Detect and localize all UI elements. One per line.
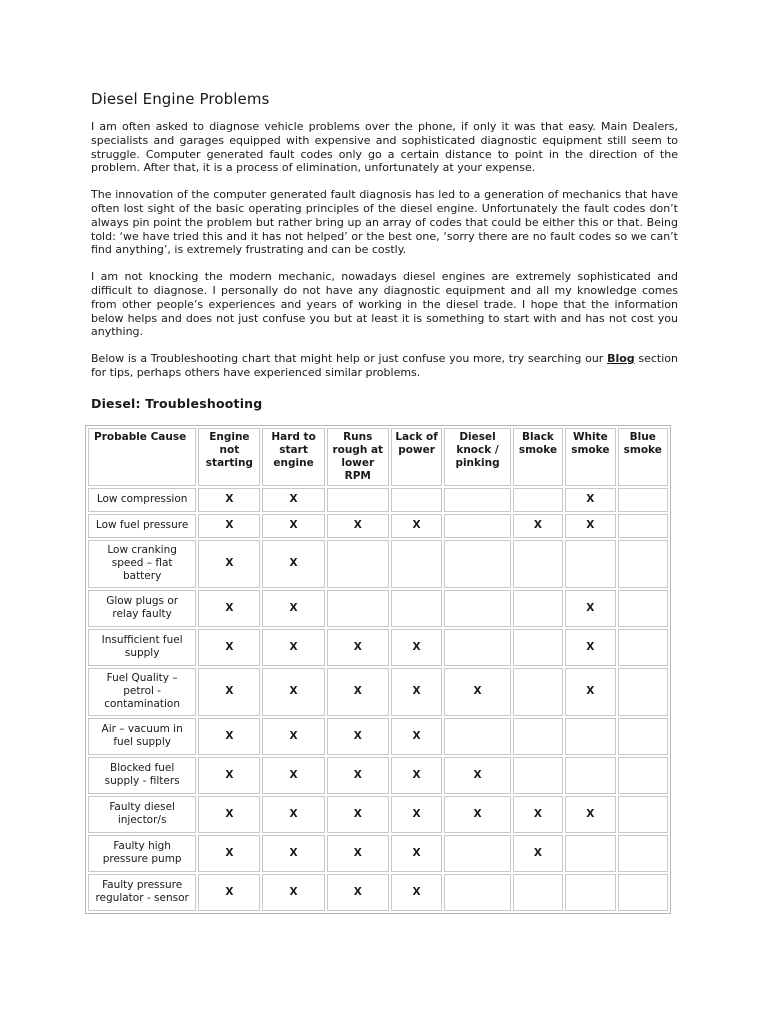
mark-cell: X [327,796,389,833]
mark-cell: X [198,718,260,755]
mark-cell [618,796,668,833]
cause-cell: Low fuel pressure [88,514,196,538]
table-row [88,668,668,716]
mark-cell: X [262,835,324,872]
mark-cell: X [565,796,615,833]
header-hard-to-start: Hard to start engine [262,428,324,486]
mark-cell: X [198,757,260,794]
mark-cell [565,757,615,794]
mark-cell: X [391,514,442,538]
intro-paragraph-1: I am often asked to diagnose vehicle problems over the phone, if only it was that easy. Main Dealers, specialists and garages equipped with expensive and sophisticated diagnostic equipment still seem to struggle. Computer generated fault codes only go a certain distance to point in the direction of the problem. After that, it is a process of elimination, unfortunately at your expense. [91,120,678,175]
mark-cell [391,590,442,627]
mark-cell [618,514,668,538]
table-row [88,540,668,588]
mark-cell: X [513,835,563,872]
intro-paragraph-3: I am not knocking the modern mechanic, nowadays diesel engines are extremely sophisticated and difficult to diagnose. I personally do not have any diagnostic equipment and all my knowledge comes from other people’s experiences and years of working in the diesel trade. I hope that the information below helps and does not just confuse you but at least it is something to start with and has not cost you anything. [91,270,678,339]
mark-cell [513,874,563,911]
table-row [88,514,668,538]
mark-cell: X [262,514,324,538]
mark-cell: X [198,874,260,911]
mark-cell [618,668,668,716]
mark-cell [444,590,510,627]
table-row [88,835,668,872]
mark-cell: X [391,718,442,755]
troubleshooting-table [85,425,671,914]
mark-cell: X [198,629,260,666]
mark-cell [618,874,668,911]
mark-cell: X [327,668,389,716]
mark-cell: X [262,757,324,794]
table-row [88,874,668,911]
mark-cell [618,488,668,512]
table-row [88,796,668,833]
cause-cell: Insufficient fuel supply [88,629,196,666]
mark-cell: X [391,796,442,833]
mark-cell: X [327,874,389,911]
mark-cell [391,540,442,588]
cause-cell: Low cranking speed – flat battery [88,540,196,588]
cause-cell: Faulty diesel injector/s [88,796,196,833]
mark-cell [513,540,563,588]
page-title: Diesel Engine Problems [91,90,270,108]
mark-cell [513,629,563,666]
mark-cell [391,488,442,512]
header-diesel-knock: Diesel knock / pinking [444,428,510,486]
mark-cell: X [262,796,324,833]
mark-cell: X [198,796,260,833]
mark-cell: X [565,488,615,512]
blog-text-after: section for tips, perhaps others have experienced similar problems. [91,352,678,379]
table-row [88,590,668,627]
table-row [88,718,668,755]
mark-cell: X [198,540,260,588]
mark-cell: X [262,590,324,627]
mark-cell: X [198,668,260,716]
mark-cell [327,540,389,588]
mark-cell: X [262,718,324,755]
table-body [88,488,668,911]
mark-cell: X [565,590,615,627]
document-page [91,90,678,914]
table-row [88,757,668,794]
mark-cell [618,718,668,755]
intro-paragraph-2: The innovation of the computer generated fault diagnosis has led to a generation of mechanics that have often lost sight of the basic operating principles of the diesel engine. Unfortunately the fault codes don’t always pin point the problem but rather bring up an array of codes that could be either this or that. Being told: ‘we have tried this and it has not helped’ or the best one, ‘sorry there are no fault codes so we can’t find anything’, is extremely frustrating and can be costly. [91,188,678,257]
mark-cell: X [327,835,389,872]
mark-cell [565,874,615,911]
cause-cell: Faulty pressure regulator - sensor [88,874,196,911]
mark-cell [618,757,668,794]
mark-cell: X [391,668,442,716]
mark-cell [618,590,668,627]
mark-cell [444,514,510,538]
mark-cell: X [391,874,442,911]
header-white-smoke: White smoke [565,428,615,486]
mark-cell [618,540,668,588]
mark-cell [444,835,510,872]
mark-cell: X [444,668,510,716]
mark-cell [513,718,563,755]
header-runs-rough: Runs rough at lower RPM [327,428,389,486]
mark-cell: X [327,718,389,755]
mark-cell [444,488,510,512]
table-row [88,488,668,512]
header-black-smoke: Black smoke [513,428,563,486]
mark-cell: X [513,514,563,538]
mark-cell: X [327,514,389,538]
mark-cell [444,629,510,666]
mark-cell: X [391,835,442,872]
table-row [88,629,668,666]
mark-cell: X [262,668,324,716]
cause-cell: Low compression [88,488,196,512]
mark-cell: X [327,629,389,666]
mark-cell [327,488,389,512]
table-header-row [88,428,668,486]
blog-paragraph [91,352,678,380]
cause-cell: Blocked fuel supply - filters [88,757,196,794]
mark-cell: X [327,757,389,794]
mark-cell [565,835,615,872]
header-probable-cause: Probable Cause [88,428,196,486]
mark-cell [513,757,563,794]
blog-text-before: Below is a Troubleshooting chart that might help or just confuse you more, try searching our [91,352,608,366]
mark-cell [618,629,668,666]
mark-cell: X [565,668,615,716]
mark-cell: X [262,874,324,911]
mark-cell: X [391,629,442,666]
cause-cell: Faulty high pressure pump [88,835,196,872]
mark-cell: X [262,629,324,666]
blog-link[interactable]: Blog [607,352,635,366]
table-title: Diesel: Troubleshooting [91,395,263,411]
mark-cell [513,590,563,627]
mark-cell: X [198,835,260,872]
mark-cell [565,540,615,588]
mark-cell [444,874,510,911]
mark-cell [513,668,563,716]
header-engine-not-starting: Engine not starting [198,428,260,486]
mark-cell: X [513,796,563,833]
cause-cell: Glow plugs or relay faulty [88,590,196,627]
mark-cell: X [198,590,260,627]
mark-cell [327,590,389,627]
mark-cell: X [565,629,615,666]
mark-cell [565,718,615,755]
mark-cell: X [444,796,510,833]
mark-cell [444,718,510,755]
mark-cell: X [262,488,324,512]
mark-cell: X [565,514,615,538]
mark-cell [618,835,668,872]
header-lack-of-power: Lack of power [391,428,442,486]
mark-cell: X [391,757,442,794]
mark-cell: X [262,540,324,588]
header-blue-smoke: Blue smoke [618,428,668,486]
cause-cell: Fuel Quality – petrol - contamination [88,668,196,716]
mark-cell: X [198,488,260,512]
mark-cell [513,488,563,512]
mark-cell: X [444,757,510,794]
mark-cell [444,540,510,588]
mark-cell: X [198,514,260,538]
cause-cell: Air – vacuum in fuel supply [88,718,196,755]
